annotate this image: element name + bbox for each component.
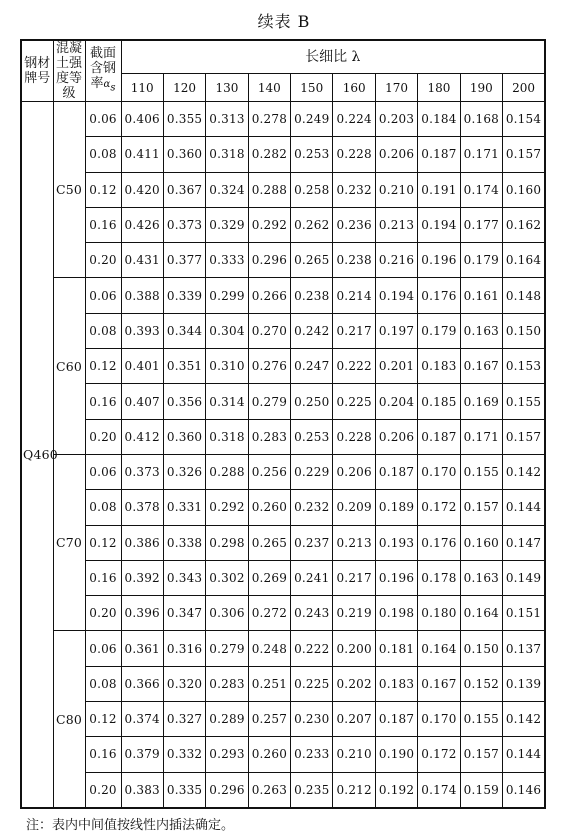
- coefficient-cell: 0.192: [375, 772, 417, 808]
- coefficient-cell: 0.299: [206, 278, 248, 313]
- coefficient-cell: 0.318: [206, 137, 248, 172]
- coefficient-cell: 0.201: [375, 349, 417, 384]
- steel-ratio-cell: 0.16: [85, 737, 121, 772]
- coefficient-cell: 0.292: [206, 490, 248, 525]
- header-concrete-grade: 混凝土强度等级: [53, 40, 85, 102]
- coefficient-cell: 0.377: [163, 243, 205, 278]
- coefficient-cell: 0.178: [418, 560, 460, 595]
- header-steel-ratio-label: 截面含钢率: [89, 46, 116, 92]
- coefficient-cell: 0.262: [291, 207, 333, 242]
- coefficient-cell: 0.168: [460, 102, 502, 137]
- steel-ratio-cell: 0.06: [85, 454, 121, 489]
- coefficient-cell: 0.379: [121, 737, 163, 772]
- coefficient-cell: 0.151: [503, 596, 546, 631]
- coefficient-cell: 0.324: [206, 172, 248, 207]
- coefficient-cell: 0.361: [121, 631, 163, 666]
- coefficient-cell: 0.406: [121, 102, 163, 137]
- coefficient-cell: 0.270: [248, 313, 290, 348]
- coefficient-cell: 0.236: [333, 207, 375, 242]
- coefficient-cell: 0.355: [163, 102, 205, 137]
- coefficient-cell: 0.263: [248, 772, 290, 808]
- coefficient-cell: 0.183: [375, 666, 417, 701]
- coefficient-cell: 0.288: [248, 172, 290, 207]
- coefficient-cell: 0.172: [418, 737, 460, 772]
- coefficient-cell: 0.187: [418, 137, 460, 172]
- coefficient-cell: 0.163: [460, 560, 502, 595]
- steel-ratio-cell: 0.06: [85, 278, 121, 313]
- coefficient-cell: 0.222: [333, 349, 375, 384]
- coefficient-cell: 0.163: [460, 313, 502, 348]
- coefficient-cell: 0.149: [503, 560, 546, 595]
- coefficient-cell: 0.180: [418, 596, 460, 631]
- coefficient-cell: 0.292: [248, 207, 290, 242]
- coefficient-cell: 0.139: [503, 666, 546, 701]
- coefficient-cell: 0.302: [206, 560, 248, 595]
- coefficient-cell: 0.272: [248, 596, 290, 631]
- coefficient-cell: 0.155: [503, 384, 546, 419]
- coefficient-cell: 0.189: [375, 490, 417, 525]
- coefficient-cell: 0.373: [121, 454, 163, 489]
- header-lambda-160: 160: [333, 74, 375, 102]
- coefficient-cell: 0.148: [503, 278, 546, 313]
- table-row: [21, 137, 545, 172]
- coefficient-cell: 0.209: [333, 490, 375, 525]
- header-steel-ratio-symbol: α: [103, 79, 111, 91]
- coefficient-cell: 0.194: [418, 207, 460, 242]
- coefficient-cell: 0.367: [163, 172, 205, 207]
- coefficient-cell: 0.360: [163, 419, 205, 454]
- coefficient-cell: 0.144: [503, 737, 546, 772]
- coefficient-cell: 0.191: [418, 172, 460, 207]
- coefficient-cell: 0.331: [163, 490, 205, 525]
- steel-ratio-cell: 0.08: [85, 137, 121, 172]
- coefficient-cell: 0.142: [503, 454, 546, 489]
- table-row: [21, 666, 545, 701]
- steel-ratio-cell: 0.20: [85, 772, 121, 808]
- coefficient-cell: 0.210: [333, 737, 375, 772]
- coefficient-cell: 0.235: [291, 772, 333, 808]
- coefficient-cell: 0.154: [503, 102, 546, 137]
- coefficient-cell: 0.426: [121, 207, 163, 242]
- coefficient-cell: 0.142: [503, 702, 546, 737]
- header-slenderness: 长细比 λ: [121, 40, 545, 74]
- coefficient-cell: 0.276: [248, 349, 290, 384]
- coefficient-cell: 0.326: [163, 454, 205, 489]
- steel-ratio-cell: 0.12: [85, 525, 121, 560]
- coefficient-cell: 0.257: [248, 702, 290, 737]
- coefficient-cell: 0.256: [248, 454, 290, 489]
- coefficient-cell: 0.198: [375, 596, 417, 631]
- steel-ratio-cell: 0.08: [85, 313, 121, 348]
- coefficient-cell: 0.407: [121, 384, 163, 419]
- coefficient-cell: 0.174: [460, 172, 502, 207]
- coefficient-cell: 0.396: [121, 596, 163, 631]
- header-lambda-140: 140: [248, 74, 290, 102]
- coefficient-cell: 0.401: [121, 349, 163, 384]
- header-lambda-200: 200: [503, 74, 546, 102]
- coefficient-cell: 0.266: [248, 278, 290, 313]
- coefficient-cell: 0.260: [248, 490, 290, 525]
- coefficient-cell: 0.327: [163, 702, 205, 737]
- coefficient-cell: 0.253: [291, 137, 333, 172]
- table-row: [21, 631, 545, 666]
- coefficient-cell: 0.174: [418, 772, 460, 808]
- table-row: [21, 737, 545, 772]
- coefficient-cell: 0.304: [206, 313, 248, 348]
- coefficient-cell: 0.214: [333, 278, 375, 313]
- coefficient-cell: 0.392: [121, 560, 163, 595]
- concrete-grade-cell: C80: [53, 631, 85, 808]
- coefficient-cell: 0.339: [163, 278, 205, 313]
- coefficient-cell: 0.224: [333, 102, 375, 137]
- steel-ratio-cell: 0.06: [85, 102, 121, 137]
- table-row: [21, 490, 545, 525]
- steel-ratio-cell: 0.20: [85, 596, 121, 631]
- coefficient-cell: 0.279: [206, 631, 248, 666]
- coefficient-cell: 0.333: [206, 243, 248, 278]
- coefficient-cell: 0.279: [248, 384, 290, 419]
- coefficient-cell: 0.316: [163, 631, 205, 666]
- coefficient-cell: 0.412: [121, 419, 163, 454]
- coefficient-cell: 0.187: [375, 454, 417, 489]
- header-steel-grade: 钢材牌号: [21, 40, 53, 102]
- coefficient-cell: 0.171: [460, 137, 502, 172]
- coefficient-cell: 0.183: [418, 349, 460, 384]
- coefficient-cell: 0.179: [418, 313, 460, 348]
- coefficient-cell: 0.153: [503, 349, 546, 384]
- coefficient-cell: 0.157: [460, 490, 502, 525]
- coefficient-cell: 0.258: [291, 172, 333, 207]
- coefficient-cell: 0.232: [333, 172, 375, 207]
- coefficient-cell: 0.179: [460, 243, 502, 278]
- coefficient-cell: 0.393: [121, 313, 163, 348]
- coefficient-cell: 0.217: [333, 313, 375, 348]
- coefficient-cell: 0.228: [333, 137, 375, 172]
- coefficient-cell: 0.196: [375, 560, 417, 595]
- coefficient-cell: 0.241: [291, 560, 333, 595]
- table-row: [21, 702, 545, 737]
- coefficient-cell: 0.225: [291, 666, 333, 701]
- coefficient-cell: 0.344: [163, 313, 205, 348]
- coefficient-cell: 0.360: [163, 137, 205, 172]
- coefficient-cell: 0.283: [248, 419, 290, 454]
- coefficient-cell: 0.310: [206, 349, 248, 384]
- coefficient-cell: 0.150: [503, 313, 546, 348]
- coefficient-cell: 0.157: [460, 737, 502, 772]
- coefficient-cell: 0.374: [121, 702, 163, 737]
- coefficient-cell: 0.187: [375, 702, 417, 737]
- steel-ratio-cell: 0.20: [85, 419, 121, 454]
- header-lambda-110: 110: [121, 74, 163, 102]
- steel-ratio-cell: 0.08: [85, 666, 121, 701]
- coefficient-cell: 0.249: [291, 102, 333, 137]
- coefficient-cell: 0.155: [460, 702, 502, 737]
- steel-ratio-cell: 0.20: [85, 243, 121, 278]
- coefficient-cell: 0.296: [248, 243, 290, 278]
- table-row: [21, 349, 545, 384]
- coefficient-cell: 0.289: [206, 702, 248, 737]
- coefficient-cell: 0.177: [460, 207, 502, 242]
- coefficient-cell: 0.222: [291, 631, 333, 666]
- coefficient-cell: 0.293: [206, 737, 248, 772]
- coefficient-cell: 0.202: [333, 666, 375, 701]
- table-note: 注：表内中间值按线性内插法确定。: [26, 818, 235, 833]
- coefficient-cell: 0.351: [163, 349, 205, 384]
- coefficient-cell: 0.204: [375, 384, 417, 419]
- coefficient-cell: 0.206: [375, 419, 417, 454]
- coefficient-cell: 0.206: [333, 454, 375, 489]
- coefficient-cell: 0.238: [333, 243, 375, 278]
- coefficient-cell: 0.247: [291, 349, 333, 384]
- coefficient-cell: 0.152: [460, 666, 502, 701]
- coefficient-cell: 0.193: [375, 525, 417, 560]
- coefficient-cell: 0.356: [163, 384, 205, 419]
- header-lambda-150: 150: [291, 74, 333, 102]
- steel-ratio-cell: 0.16: [85, 560, 121, 595]
- header-lambda-130: 130: [206, 74, 248, 102]
- table-body: [21, 102, 545, 808]
- coefficient-cell: 0.282: [248, 137, 290, 172]
- coefficient-cell: 0.265: [291, 243, 333, 278]
- table-row: [21, 772, 545, 808]
- coefficient-cell: 0.320: [163, 666, 205, 701]
- coefficient-cell: 0.210: [375, 172, 417, 207]
- steel-ratio-cell: 0.12: [85, 702, 121, 737]
- coefficient-cell: 0.169: [460, 384, 502, 419]
- coefficient-cell: 0.232: [291, 490, 333, 525]
- coefficient-cell: 0.170: [418, 702, 460, 737]
- coefficient-cell: 0.238: [291, 278, 333, 313]
- coefficient-cell: 0.147: [503, 525, 546, 560]
- table-row: [21, 454, 545, 489]
- coefficient-cell: 0.347: [163, 596, 205, 631]
- coefficient-cell: 0.196: [418, 243, 460, 278]
- coefficient-cell: 0.146: [503, 772, 546, 808]
- coefficient-cell: 0.197: [375, 313, 417, 348]
- coefficient-cell: 0.306: [206, 596, 248, 631]
- coefficient-cell: 0.313: [206, 102, 248, 137]
- coefficient-cell: 0.167: [460, 349, 502, 384]
- header-lambda-190: 190: [460, 74, 502, 102]
- header-lambda-120: 120: [163, 74, 205, 102]
- table-row: [21, 596, 545, 631]
- coefficient-cell: 0.213: [333, 525, 375, 560]
- coefficient-cell: 0.213: [375, 207, 417, 242]
- coefficient-cell: 0.338: [163, 525, 205, 560]
- coefficient-cell: 0.162: [503, 207, 546, 242]
- coefficient-cell: 0.242: [291, 313, 333, 348]
- coefficient-cell: 0.329: [206, 207, 248, 242]
- coefficient-cell: 0.253: [291, 419, 333, 454]
- table-row: [21, 384, 545, 419]
- coefficient-cell: 0.219: [333, 596, 375, 631]
- coefficient-cell: 0.228: [333, 419, 375, 454]
- coefficient-cell: 0.248: [248, 631, 290, 666]
- coefficient-cell: 0.230: [291, 702, 333, 737]
- coefficient-cell: 0.207: [333, 702, 375, 737]
- coefficient-cell: 0.159: [460, 772, 502, 808]
- coefficient-cell: 0.170: [418, 454, 460, 489]
- coefficient-cell: 0.164: [503, 243, 546, 278]
- steel-ratio-cell: 0.12: [85, 172, 121, 207]
- coefficient-cell: 0.431: [121, 243, 163, 278]
- coefficient-cell: 0.332: [163, 737, 205, 772]
- coefficient-cell: 0.288: [206, 454, 248, 489]
- steel-grade-cell: Q460: [21, 102, 53, 808]
- coefficient-cell: 0.243: [291, 596, 333, 631]
- table-row: [21, 278, 545, 313]
- steel-ratio-cell: 0.06: [85, 631, 121, 666]
- coefficient-cell: 0.383: [121, 772, 163, 808]
- steel-ratio-cell: 0.16: [85, 384, 121, 419]
- coefficient-cell: 0.225: [333, 384, 375, 419]
- coefficient-cell: 0.155: [460, 454, 502, 489]
- table-row: [21, 313, 545, 348]
- coefficient-cell: 0.176: [418, 278, 460, 313]
- coefficient-cell: 0.185: [418, 384, 460, 419]
- concrete-grade-cell: C70: [53, 454, 85, 630]
- coefficient-cell: 0.269: [248, 560, 290, 595]
- coefficient-cell: 0.265: [248, 525, 290, 560]
- coefficient-cell: 0.373: [163, 207, 205, 242]
- coefficient-cell: 0.164: [418, 631, 460, 666]
- coefficient-cell: 0.194: [375, 278, 417, 313]
- coefficient-cell: 0.283: [206, 666, 248, 701]
- coefficient-cell: 0.343: [163, 560, 205, 595]
- coefficient-cell: 0.296: [206, 772, 248, 808]
- coefficient-cell: 0.411: [121, 137, 163, 172]
- table-row: [21, 525, 545, 560]
- steel-ratio-cell: 0.16: [85, 207, 121, 242]
- coefficient-cell: 0.200: [333, 631, 375, 666]
- coefficient-cell: 0.164: [460, 596, 502, 631]
- table-row: [21, 243, 545, 278]
- coefficient-cell: 0.233: [291, 737, 333, 772]
- concrete-grade-cell: C60: [53, 278, 85, 454]
- table-row: [21, 560, 545, 595]
- coefficient-cell: 0.190: [375, 737, 417, 772]
- table-row: [21, 172, 545, 207]
- coefficient-cell: 0.229: [291, 454, 333, 489]
- table-title: 续表 B: [257, 12, 311, 31]
- coefficient-cell: 0.260: [248, 737, 290, 772]
- table-row: [21, 102, 545, 137]
- table-row: [21, 207, 545, 242]
- coefficient-cell: 0.137: [503, 631, 546, 666]
- coefficient-cell: 0.160: [460, 525, 502, 560]
- coefficient-cell: 0.212: [333, 772, 375, 808]
- header-lambda-170: 170: [375, 74, 417, 102]
- coefficient-cell: 0.298: [206, 525, 248, 560]
- coefficient-cell: 0.150: [460, 631, 502, 666]
- coefficient-cell: 0.366: [121, 666, 163, 701]
- coefficient-cell: 0.251: [248, 666, 290, 701]
- coefficient-cell: 0.250: [291, 384, 333, 419]
- coefficient-cell: 0.167: [418, 666, 460, 701]
- coefficient-cell: 0.420: [121, 172, 163, 207]
- steel-ratio-cell: 0.12: [85, 349, 121, 384]
- stability-coefficient-table: [20, 39, 546, 809]
- coefficient-cell: 0.144: [503, 490, 546, 525]
- coefficient-cell: 0.184: [418, 102, 460, 137]
- coefficient-cell: 0.187: [418, 419, 460, 454]
- coefficient-cell: 0.203: [375, 102, 417, 137]
- coefficient-cell: 0.378: [121, 490, 163, 525]
- coefficient-cell: 0.318: [206, 419, 248, 454]
- coefficient-cell: 0.206: [375, 137, 417, 172]
- concrete-grade-cell: C50: [53, 102, 85, 278]
- table-row: [21, 419, 545, 454]
- header-lambda-180: 180: [418, 74, 460, 102]
- coefficient-cell: 0.157: [503, 419, 546, 454]
- coefficient-cell: 0.314: [206, 384, 248, 419]
- coefficient-cell: 0.388: [121, 278, 163, 313]
- coefficient-cell: 0.157: [503, 137, 546, 172]
- coefficient-cell: 0.216: [375, 243, 417, 278]
- header-steel-ratio-subscript: s: [110, 82, 116, 94]
- steel-ratio-cell: 0.08: [85, 490, 121, 525]
- coefficient-cell: 0.217: [333, 560, 375, 595]
- coefficient-cell: 0.171: [460, 419, 502, 454]
- coefficient-cell: 0.278: [248, 102, 290, 137]
- coefficient-cell: 0.335: [163, 772, 205, 808]
- coefficient-cell: 0.181: [375, 631, 417, 666]
- header-steel-ratio: [85, 40, 121, 102]
- coefficient-cell: 0.160: [503, 172, 546, 207]
- coefficient-cell: 0.176: [418, 525, 460, 560]
- coefficient-cell: 0.386: [121, 525, 163, 560]
- coefficient-cell: 0.237: [291, 525, 333, 560]
- coefficient-cell: 0.161: [460, 278, 502, 313]
- coefficient-cell: 0.172: [418, 490, 460, 525]
